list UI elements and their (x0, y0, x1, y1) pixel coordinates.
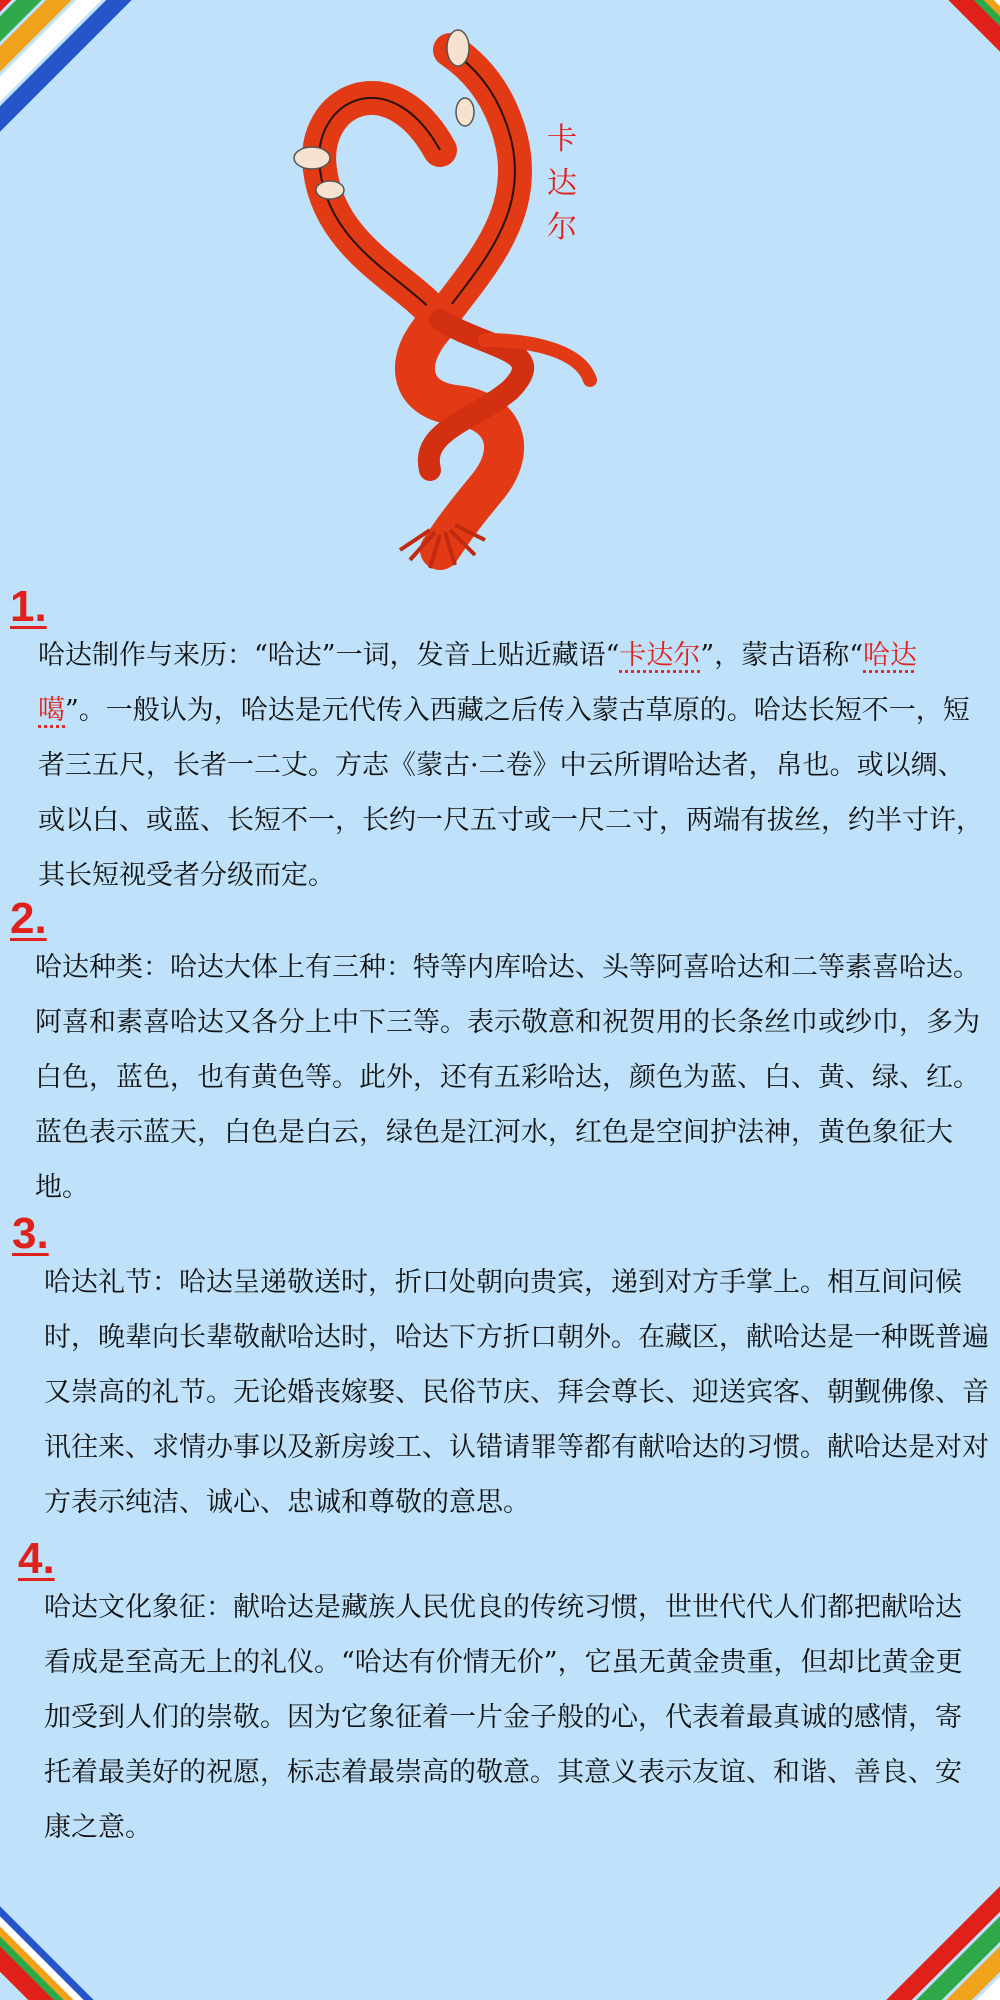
kadaer-vertical-label: 卡 达 尔 (547, 122, 577, 245)
section-3-text (44, 1255, 989, 1530)
corner-flag-stripes-top-left (0, 0, 190, 190)
section-2-text (35, 940, 985, 1215)
kadaer-highlight: 卡达尔 (619, 640, 701, 671)
section-number-2: 2. (10, 894, 47, 943)
corner-flag-stripes-top-right (810, 0, 1000, 190)
section-2-text-part: 哈达种类：哈达大体上有三种：特等内库哈达、头等阿喜哈达和二等素喜哈达。阿喜和素喜哈达又各分上中下三等。表示敬意和祝贺用的长条丝巾或纱巾，多为白色，蓝色，也有黄色等。此外，还有五彩哈达，颜色为蓝、白、黄、绿、红。蓝色表示蓝天，白色是白云，绿色是江河水，红色是空间护法神，黄色象征大地。 (35, 952, 980, 1203)
scarf-heart-loop (319, 50, 515, 320)
hada-scarf-illustration (290, 20, 620, 570)
section-4-text (44, 1580, 964, 1855)
section-4-text-part: 哈达文化象征：献哈达是藏族人民优良的传统习惯，世世代代人们都把献哈达看成是至高无上的礼仪。“哈达有价情无价”，它虽无黄金贵重，但却比黄金更加受到人们的崇敬。因为它象征着一片金子般的心，代表着最真诚的感情，寄托着最美好的祝愿，标志着最崇高的敬意。其意义表示友谊、和谐、善良、安康之意。 (44, 1592, 963, 1843)
scarf-twisted-lower (415, 320, 590, 550)
section-1-text-part: ”，蒙古语称“ (700, 640, 864, 671)
section-number-4: 4. (18, 1534, 55, 1583)
hadaga-highlight: 哈达噶 (38, 640, 918, 726)
section-1-text-part: 哈达制作与来历：“哈达”一词，发音上贴近藏语“ (38, 640, 620, 671)
section-3-text-part: 哈达礼节：哈达呈递敬送时，折口处朝向贵宾，递到对方手掌上。相互间问候时，晚辈向长辈敬献哈达时，哈达下方折口朝外。在藏区，献哈达是一种既普遍又崇高的礼节。无论婚丧嫁娶、民俗节庆、拜会尊长、迎送宾客、朝觐佛像、音讯往来、求情办事以及新房竣工、认错请罪等都有献哈达的习惯。献哈达是对对方表示纯洁、诚心、忠诚和尊敬的意思。 (44, 1267, 989, 1518)
section-1-text-part: ”。一般认为，哈达是元代传入西藏之后传入蒙古草原的。哈达长短不一，短者三五尺，长者一二丈。方志《蒙古·二卷》中云所谓哈达者，帛也。或以绸、或以白、或蓝、长短不一，长约一尺五寸或一尺二寸，两端有拔丝，约半寸许，其长短视受者分级而定。 (38, 695, 983, 891)
section-1-text (38, 628, 983, 903)
section-number-1: 1. (10, 582, 47, 631)
section-number-3: 3. (12, 1209, 49, 1258)
